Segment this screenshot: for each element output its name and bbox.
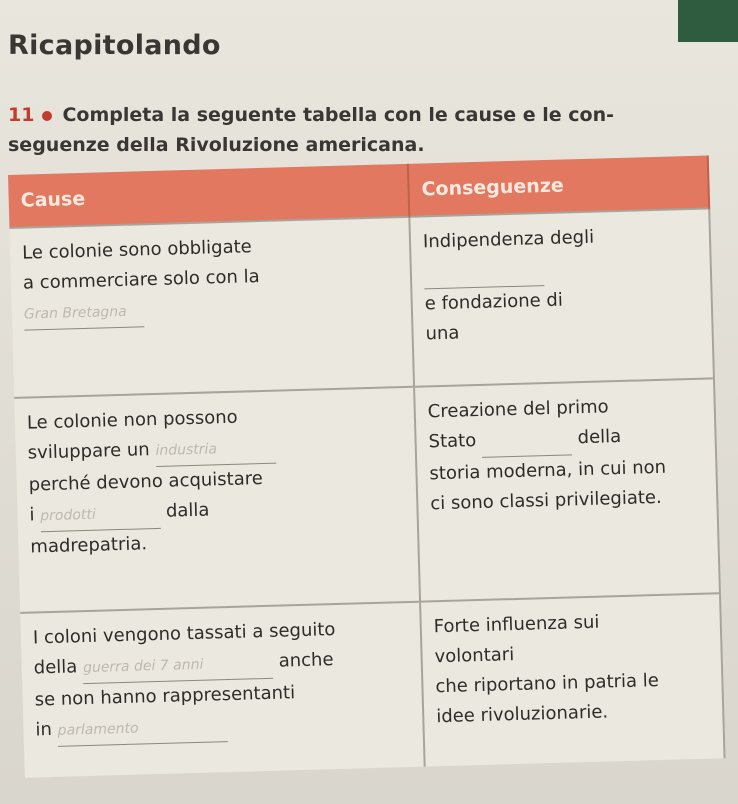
consequence-cell: Creazione del primo Stato della storia moderna, in cui non ci sono classi privilegiate. [414,378,720,601]
answer-blank[interactable]: Gran Bretagna [23,296,144,330]
header-cause: Cause [8,164,409,228]
cause-cell: Le colonie sono obbligate a commerciare solo con la Gran Bretagna [9,217,414,398]
bullet-icon [42,111,52,121]
instruction-line-1: Completa la seguente tabella con le cause e le con- [62,104,615,126]
answer-blank[interactable]: prodotti [40,498,161,532]
section-heading: Ricapitolando [8,30,221,61]
cause-cell: I coloni vengono tassati a seguito della guerra dei 7 anni anche se non hanno rappresentanti in parlamento [20,602,424,778]
exercise-instruction [8,100,688,160]
answer-blank[interactable]: industria [155,433,276,467]
answer-blank[interactable] [423,255,544,289]
consequence-cell: Forte influenza sui volontari che riportano in patria le idee rivoluzionarie. [420,593,724,766]
consequence-cell: Indipendenza degli e fondazione di una [409,208,714,386]
header-consequences: Conseguenze [408,155,709,216]
answer-blank[interactable] [482,424,573,458]
answer-blank[interactable]: parlamento [57,711,228,747]
exercise-number: 11 [8,104,35,126]
table-row [14,378,720,612]
table-row [9,208,713,397]
causes-consequences-table [8,155,732,770]
page-corner-decoration [678,0,738,42]
instruction-line-2: seguenze della Rivoluzione americana. [8,134,425,156]
answer-blank[interactable]: guerra dei 7 anni [83,648,274,684]
table-row [20,593,724,777]
cause-cell: Le colonie non possono sviluppare un industria perché devono acquistare i prodotti dalla madrepatria. [14,387,420,613]
